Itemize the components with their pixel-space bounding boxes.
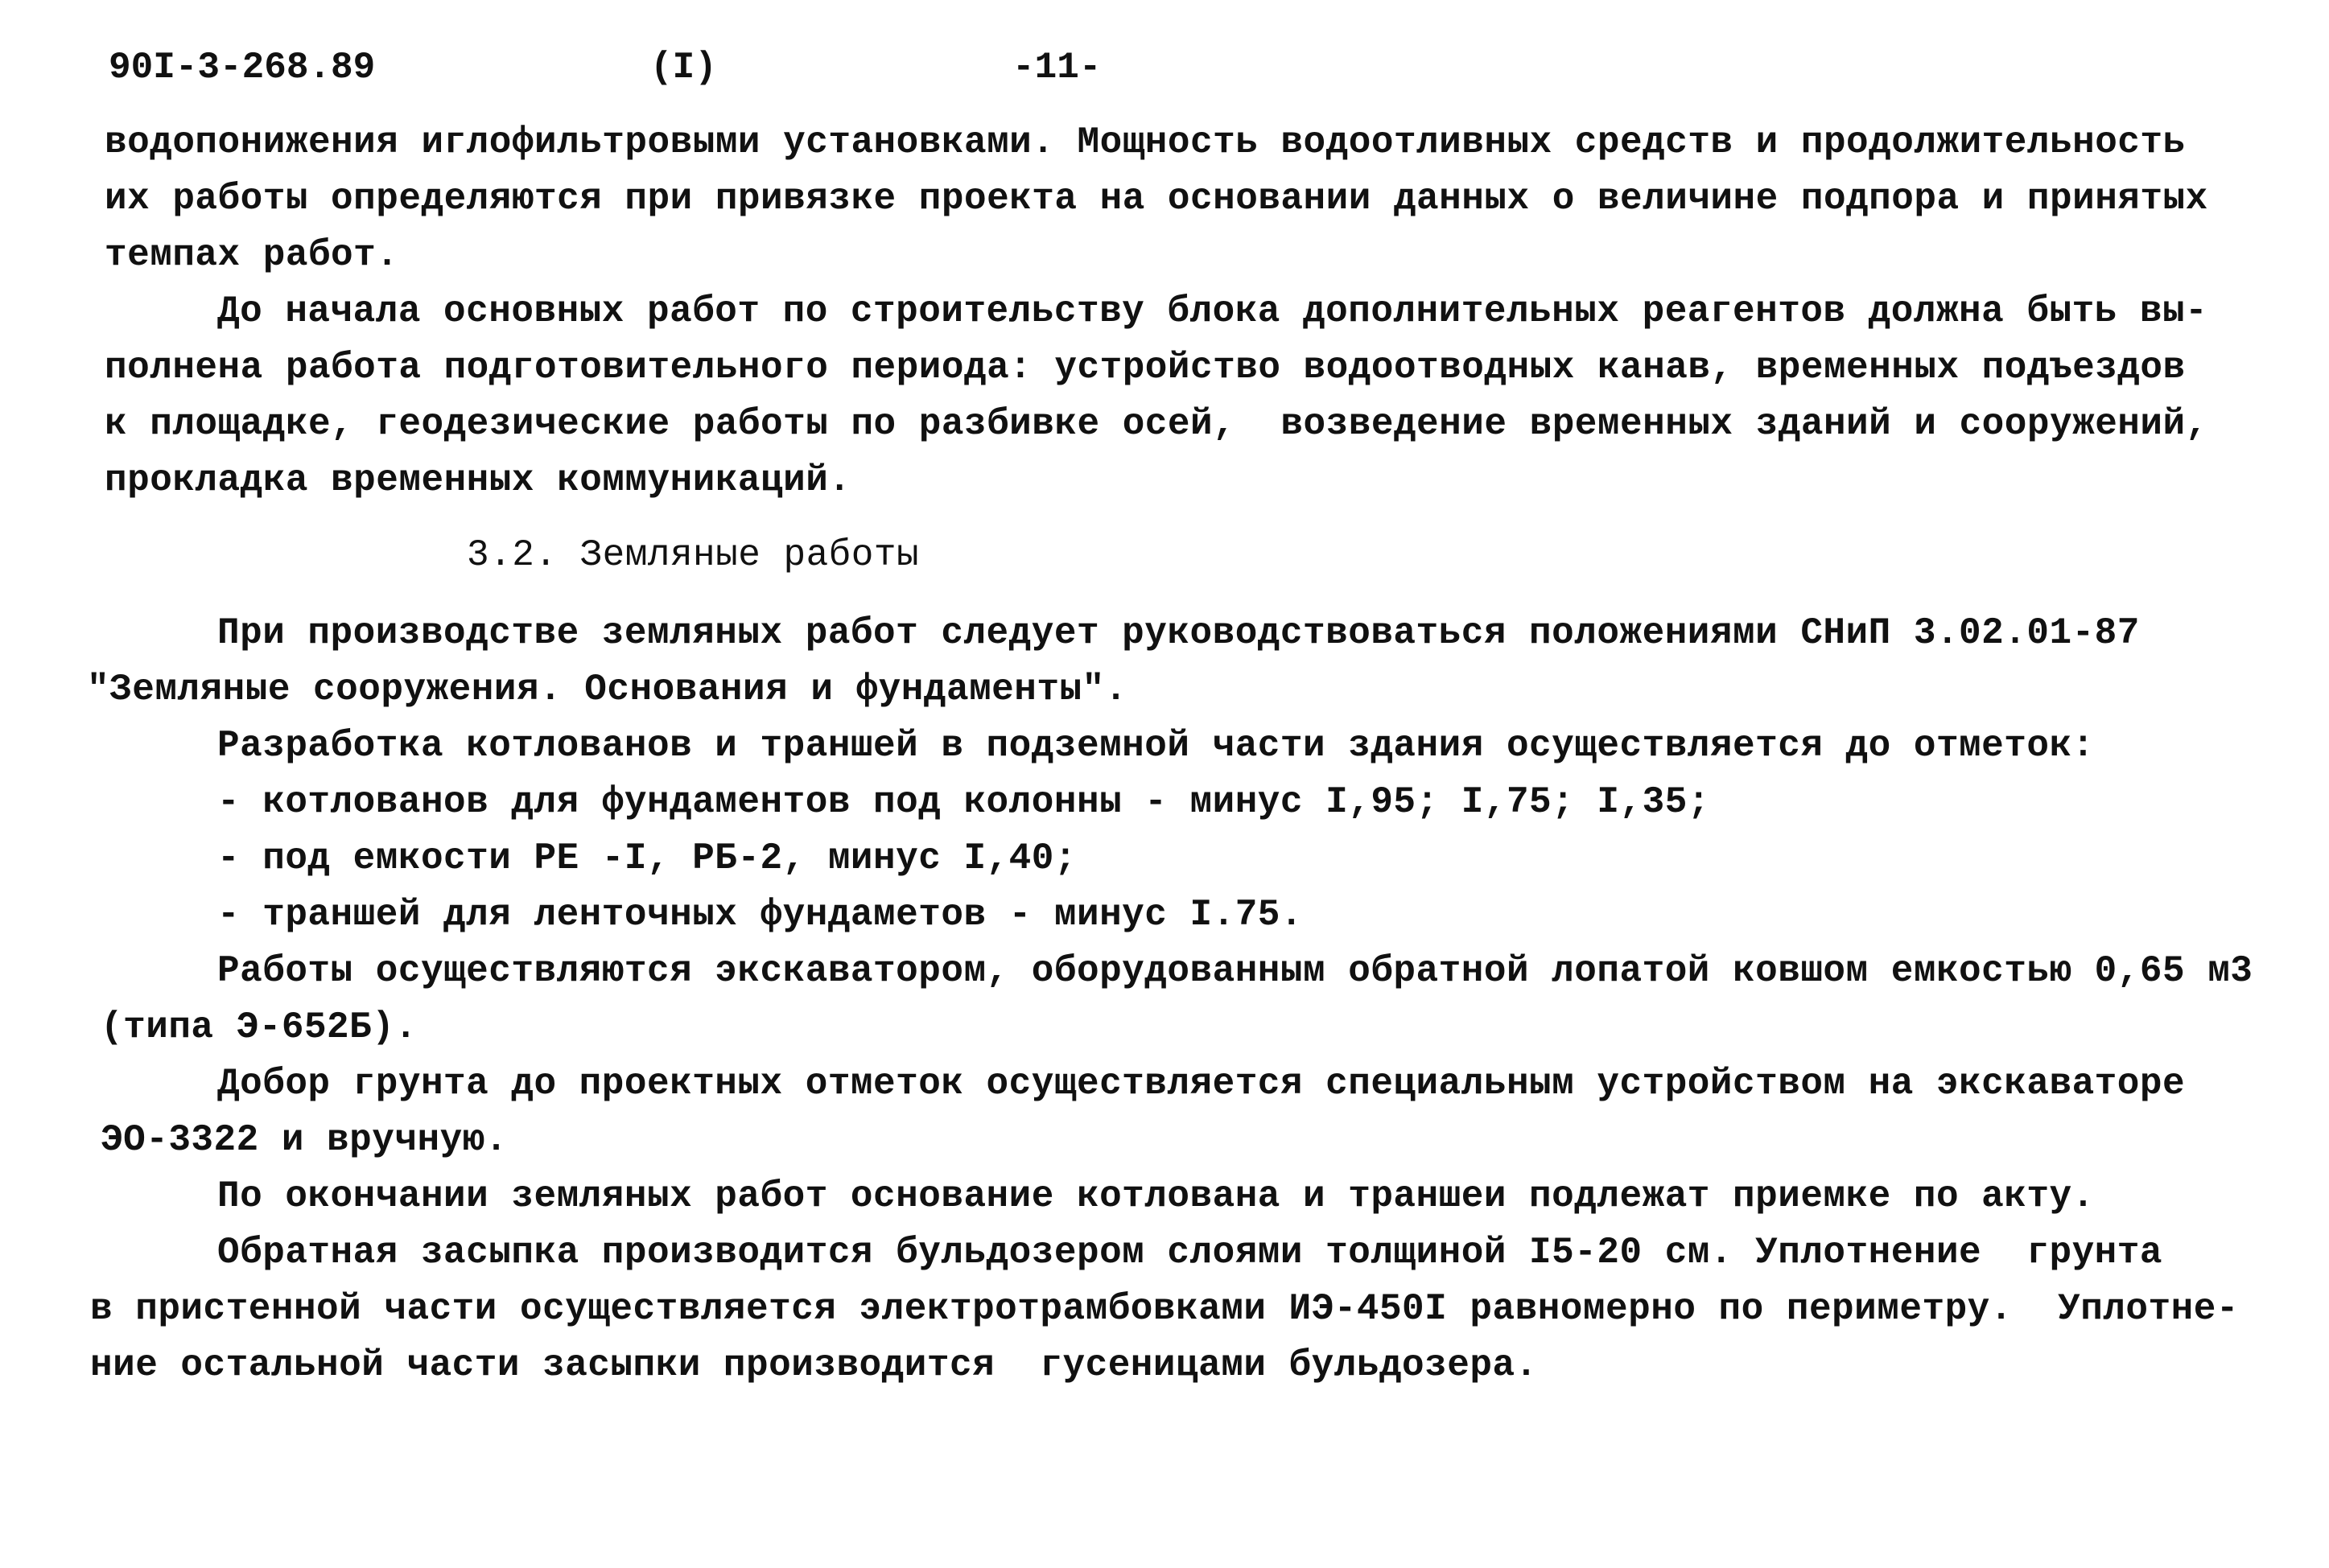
sheet-number: (I) [650, 47, 717, 88]
list-item: - под емкости РЕ -I, РБ-2, минус I,40; [217, 838, 1077, 879]
text-line: (типа Э-652Б). [101, 1006, 418, 1048]
section-title: 3.2. Земляные работы [467, 534, 920, 576]
text-line: При производстве земляных работ следует руководствоваться положениями СНиП 3.02.01-87 [217, 612, 2140, 654]
text-line: Обратная засыпка производится бульдозером слоями толщиной I5-20 см. Уплотнение грунта [217, 1232, 2162, 1274]
text-line: водопонижения иглофильтровыми установками. Мощность водоотливных средств и продолжительность [105, 121, 2186, 163]
list-item: - траншей для ленточных фундаметов - минус I.75. [217, 894, 1304, 936]
text-line: Работы осуществляются экскаватором, оборудованным обратной лопатой ковшом емкостью 0,65 м3 [217, 950, 2253, 992]
text-line: "Земляные сооружения. Основания и фундаменты". [87, 669, 1127, 710]
text-line: ЭО-3322 и вручную. [101, 1119, 508, 1161]
page-number: -11- [1012, 47, 1102, 88]
text-line: к площадке, геодезические работы по разбивке осей, возведение временных зданий и сооружений, [105, 403, 2208, 445]
text-line: Разработка котлованов и траншей в подземной части здания осуществляется до отметок: [217, 725, 2095, 767]
text-line: До начала основных работ по строительству блока дополнительных реагентов должна быть вы- [217, 290, 2208, 332]
text-line: прокладка временных коммуникаций. [105, 459, 851, 501]
text-line: их работы определяются при привязке проекта на основании данных о величине подпора и принятых [105, 178, 2208, 220]
text-line: в пристенной части осуществляется электротрамбовками ИЭ-450I равномерно по периметру. Уплотне- [90, 1288, 2239, 1330]
text-line: полнена работа подготовительного периода: устройство водоотводных канав, временных подъездов [105, 347, 2186, 389]
text-line: темпах работ. [105, 234, 399, 276]
text-line: По окончании земляных работ основание котлована и траншеи подлежат приемке по акту. [217, 1175, 2095, 1217]
list-item: - котлованов для фундаментов под колонны - минус I,95; I,75; I,35; [217, 781, 1710, 823]
document-code: 90I-3-268.89 [109, 47, 376, 88]
text-line: ние остальной части засыпки производится гусеницами бульдозера. [90, 1344, 1538, 1386]
text-line: Добор грунта до проектных отметок осуществляется специальным устройством на экскаваторе [217, 1063, 2186, 1105]
page-header [0, 47, 2329, 95]
